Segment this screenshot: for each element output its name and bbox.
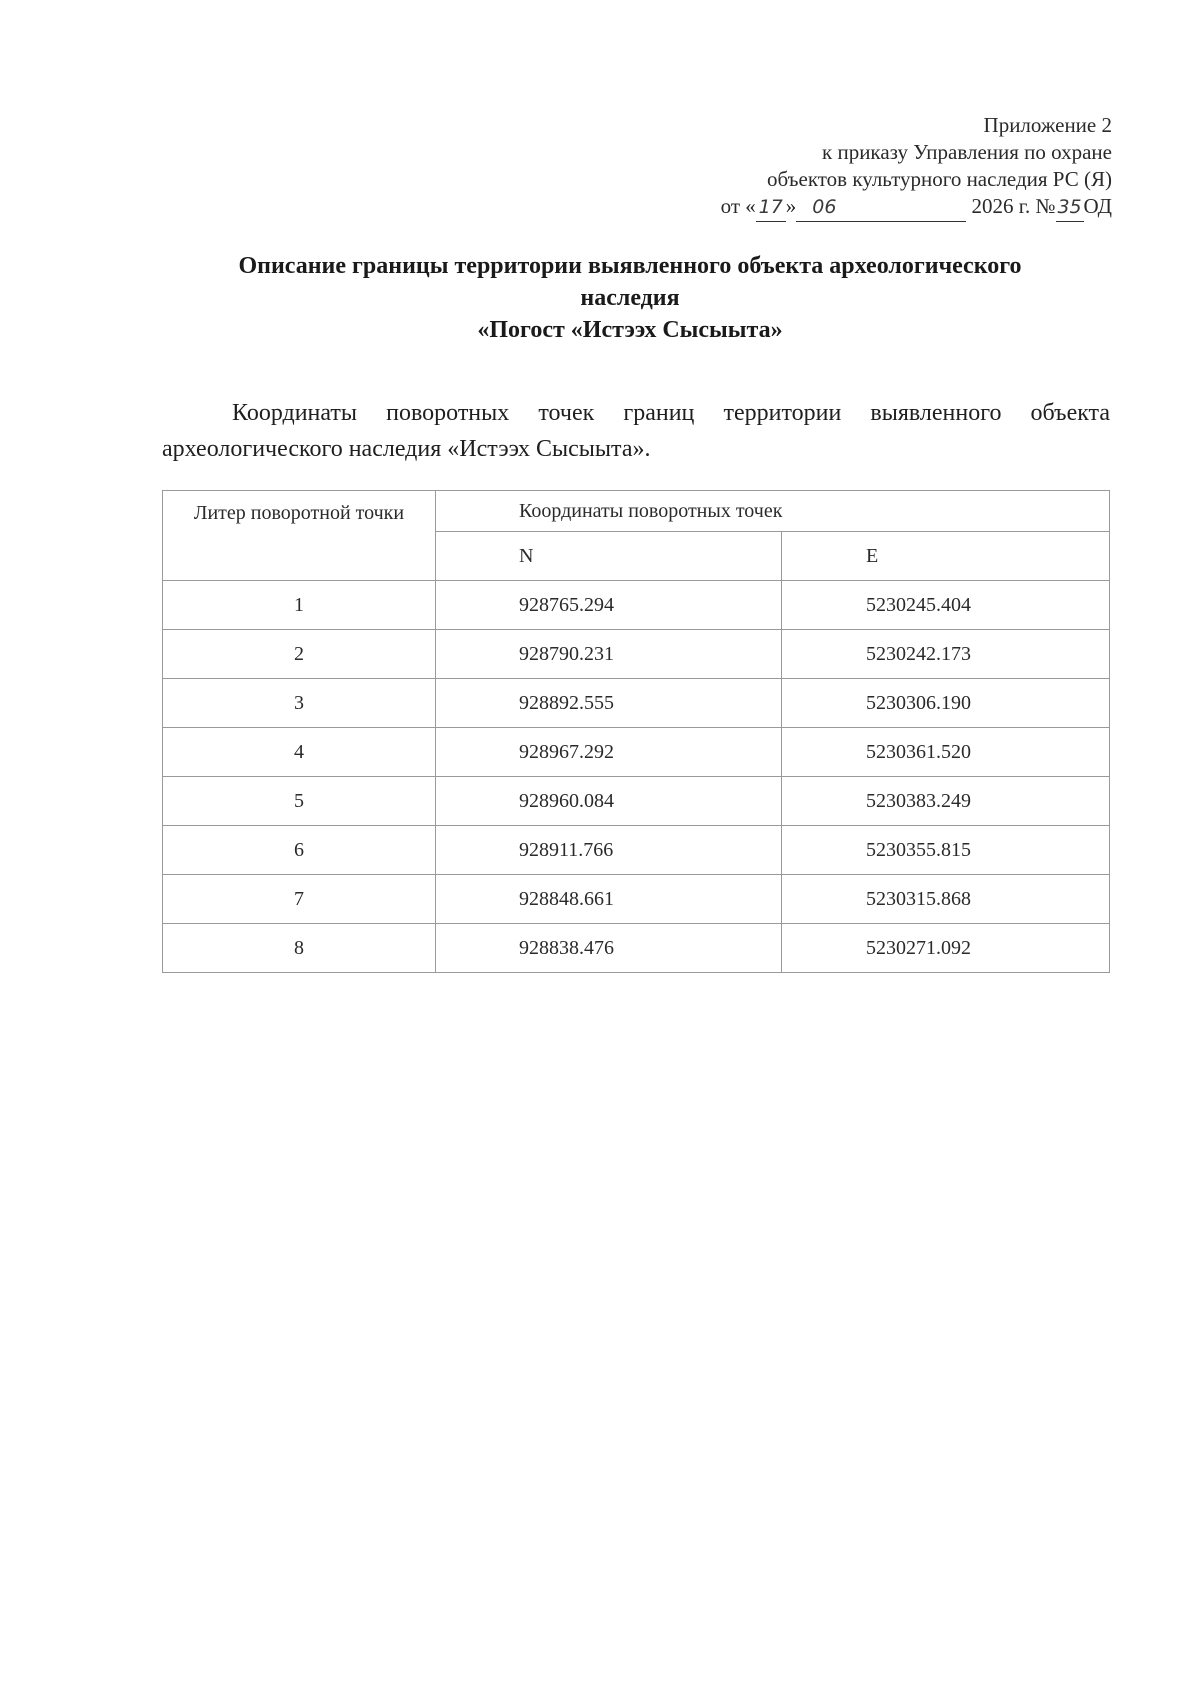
date-prefix: от «	[720, 194, 756, 218]
column-header-n: N	[436, 532, 782, 581]
e-coordinate-cell: 5230361.520	[782, 728, 1110, 777]
n-coordinate-cell: 928892.555	[436, 679, 782, 728]
e-coordinate-cell: 5230306.190	[782, 679, 1110, 728]
point-cell: 7	[163, 875, 436, 924]
e-coordinate-cell: 5230271.092	[782, 924, 1110, 973]
coordinates-table	[162, 490, 1110, 973]
table-row	[163, 924, 1110, 973]
table-row	[163, 630, 1110, 679]
column-header-point: Литер поворотной точки	[163, 491, 436, 581]
date-year: 2026 г. №	[971, 194, 1056, 218]
appendix-number: Приложение 2	[983, 113, 1112, 137]
date-mid: »	[785, 194, 797, 218]
table-row	[163, 728, 1110, 777]
n-coordinate-cell: 928838.476	[436, 924, 782, 973]
appendix-header	[721, 112, 1112, 222]
point-cell: 2	[163, 630, 436, 679]
intro-paragraph: Координаты поворотных точек границ территории выявленного объекта археологического наследия «Истээх Сысыыта».	[162, 400, 1110, 462]
n-coordinate-cell: 928765.294	[436, 581, 782, 630]
point-cell: 4	[163, 728, 436, 777]
e-coordinate-cell: 5230245.404	[782, 581, 1110, 630]
order-date-line	[721, 193, 1112, 222]
table-row	[163, 777, 1110, 826]
n-coordinate-cell: 928967.292	[436, 728, 782, 777]
point-cell: 8	[163, 924, 436, 973]
title-line-2: наследия	[580, 285, 680, 311]
point-cell: 6	[163, 826, 436, 875]
table-row	[163, 826, 1110, 875]
point-cell: 1	[163, 581, 436, 630]
table-header-row	[163, 491, 1110, 532]
title-line-1: Описание границы территории выявленного объекта археологического	[238, 253, 1022, 279]
n-coordinate-cell: 928911.766	[436, 826, 782, 875]
order-reference: к приказу Управления по охране	[822, 140, 1112, 164]
n-coordinate-cell: 928790.231	[436, 630, 782, 679]
table-row	[163, 875, 1110, 924]
table-row	[163, 679, 1110, 728]
n-coordinate-cell: 928848.661	[436, 875, 782, 924]
n-coordinate-cell: 928960.084	[436, 777, 782, 826]
column-header-e: E	[782, 532, 1110, 581]
e-coordinate-cell: 5230315.868	[782, 875, 1110, 924]
e-coordinate-cell: 5230242.173	[782, 630, 1110, 679]
e-coordinate-cell: 5230355.815	[782, 826, 1110, 875]
table-body	[163, 581, 1110, 973]
point-cell: 5	[163, 777, 436, 826]
point-cell: 3	[163, 679, 436, 728]
order-authority: объектов культурного наследия РС (Я)	[767, 167, 1112, 191]
column-header-coordinates: Координаты поворотных точек	[436, 491, 1110, 532]
table-row	[163, 581, 1110, 630]
title-line-3: «Погост «Истээх Сысыыта»	[477, 317, 783, 343]
date-day: 17	[756, 194, 786, 222]
doc-number: 35	[1056, 194, 1084, 222]
document-title	[150, 250, 1110, 346]
doc-suffix: ОД	[1083, 194, 1112, 218]
e-coordinate-cell: 5230383.249	[782, 777, 1110, 826]
date-month: 06	[796, 194, 966, 222]
